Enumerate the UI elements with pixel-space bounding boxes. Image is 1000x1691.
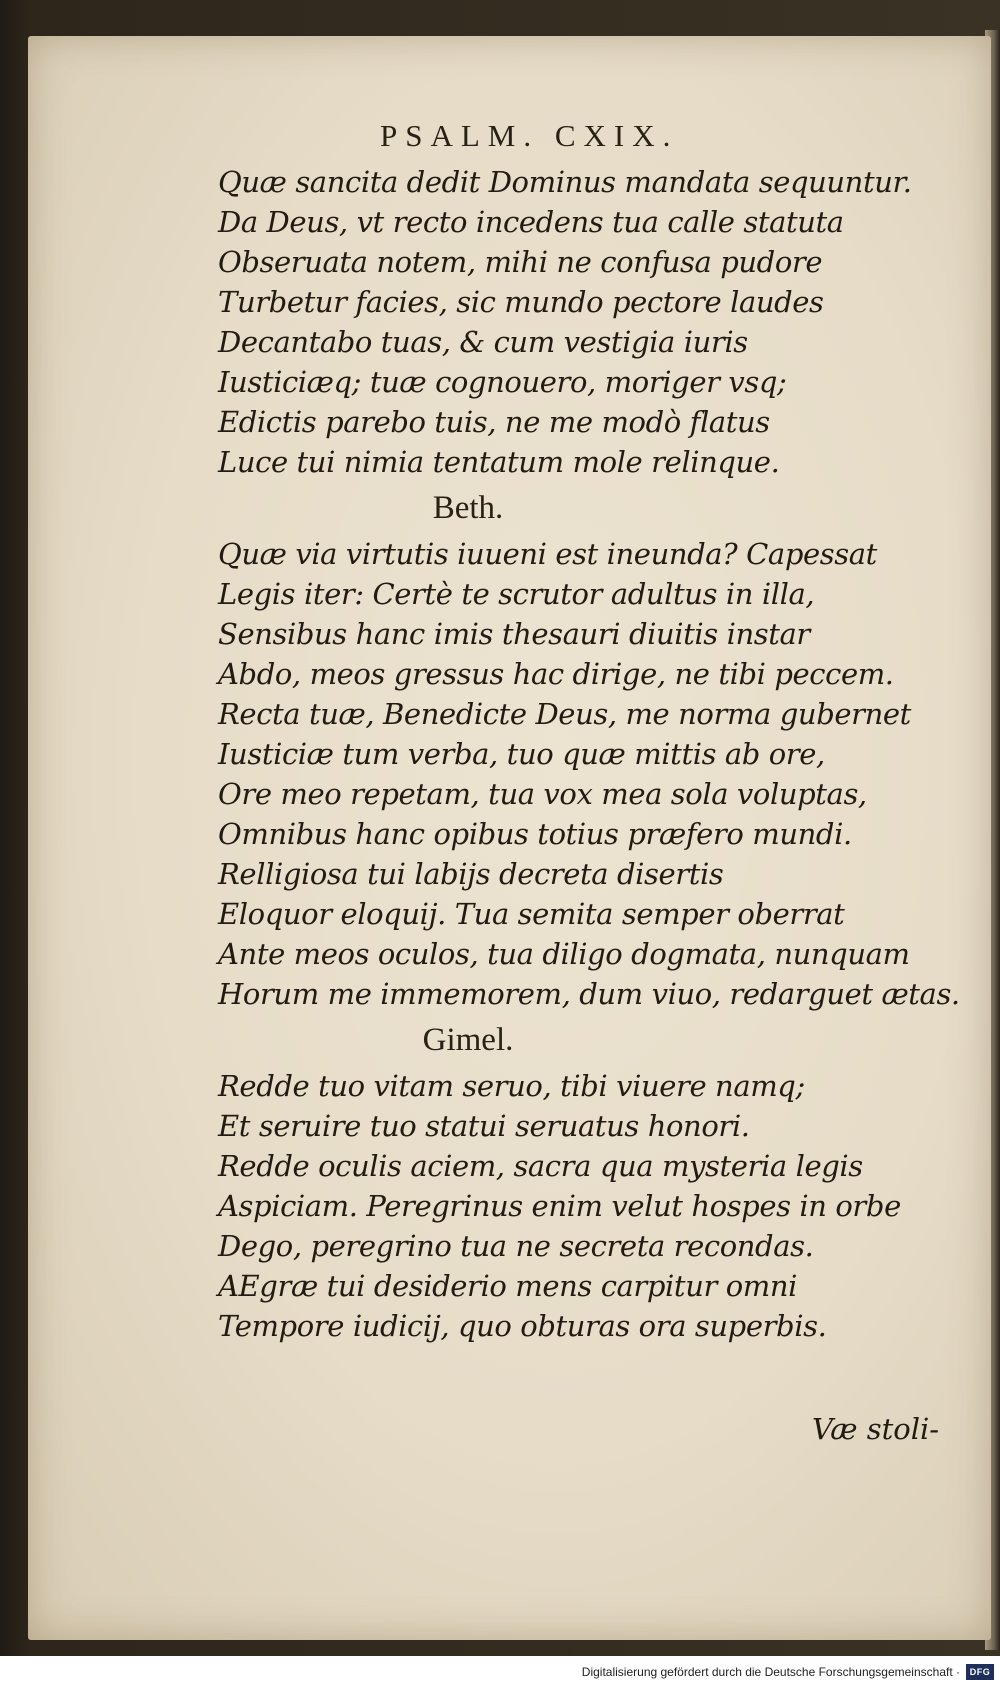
verse-line: Horum me immemorem, dum viuo, redarguet ætas.: [218, 977, 960, 1011]
section-gimel: [218, 1014, 938, 1346]
verse-line: Abdo, meos gressus hac dirige, ne tibi peccem.: [218, 657, 894, 691]
dfg-logo-icon: DFG: [966, 1664, 994, 1680]
verse-line: Tempore iudicij, quo obturas ora superbis.: [218, 1309, 827, 1343]
verse-line: Sensibus hanc imis thesauri diuitis instar: [218, 617, 810, 651]
verse-line: Redde oculis aciem, sacra qua mysteria legis: [218, 1149, 863, 1183]
verse-line: Recta tuæ, Benedicte Deus, me norma gubernet: [218, 697, 911, 731]
section-intro: [218, 162, 938, 482]
digitization-footer: [0, 1656, 1000, 1691]
verse-line: Luce tui nimia tentatum mole relinque.: [218, 445, 780, 479]
section-heading-beth: Beth.: [432, 490, 504, 526]
verse-line: Iusticiæq; tuæ cognouero, moriger vsq;: [218, 365, 787, 399]
verse-line: Eloquor eloquij. Tua semita semper oberrat: [218, 897, 845, 931]
verse-line: Et seruire tuo statui seruatus honori.: [218, 1109, 750, 1143]
verse-line: Turbetur facies, sic mundo pectore laudes: [218, 285, 824, 319]
catchword: Væ stoli-: [812, 1412, 940, 1446]
verse-line: Quæ sancita dedit Dominus mandata sequuntur.: [218, 165, 912, 199]
verse-line: Redde tuo vitam seruo, tibi viuere namq;: [218, 1069, 805, 1103]
verse-line: Obseruata notem, mihi ne confusa pudore: [218, 245, 823, 279]
verse-block: [218, 162, 960, 1346]
verse-line: Dego, peregrino tua ne secreta recondas.: [218, 1229, 814, 1263]
funding-credit: Digitalisierung gefördert durch die Deutsche Forschungsgemeinschaft ·: [581, 1665, 960, 1679]
section-heading-gimel: Gimel.: [422, 1022, 514, 1058]
verse-line: Quæ via virtutis iuueni est ineunda? Capessat: [218, 537, 877, 571]
verse-line: AEgræ tui desiderio mens carpitur omni: [218, 1269, 798, 1303]
verse-line: Ore meo repetam, tua vox mea sola voluptas,: [218, 777, 867, 811]
verse-line: Edictis parebo tuis, ne me modò flatus: [218, 405, 770, 439]
verse-line: Ante meos oculos, tua diligo dogmata, nunquam: [218, 937, 910, 971]
verse-line: Da Deus, vt recto incedens tua calle statuta: [218, 205, 844, 239]
verse-line: Iusticiæ tum verba, tuo quæ mittis ab ore,: [218, 737, 825, 771]
section-beth: [218, 482, 960, 1014]
running-title: PSALM. CXIX.: [380, 118, 679, 153]
verse-line: Omnibus hanc opibus totius præfero mundi.: [218, 817, 852, 851]
verse-line: Aspiciam. Peregrinus enim velut hospes in orbe: [218, 1189, 901, 1223]
verse-line: Relligiosa tui labijs decreta disertis: [218, 857, 724, 891]
verse-line: Decantabo tuas, & cum vestigia iuris: [218, 325, 748, 359]
verse-line: Legis iter: Certè te scrutor adultus in illa,: [218, 577, 815, 611]
